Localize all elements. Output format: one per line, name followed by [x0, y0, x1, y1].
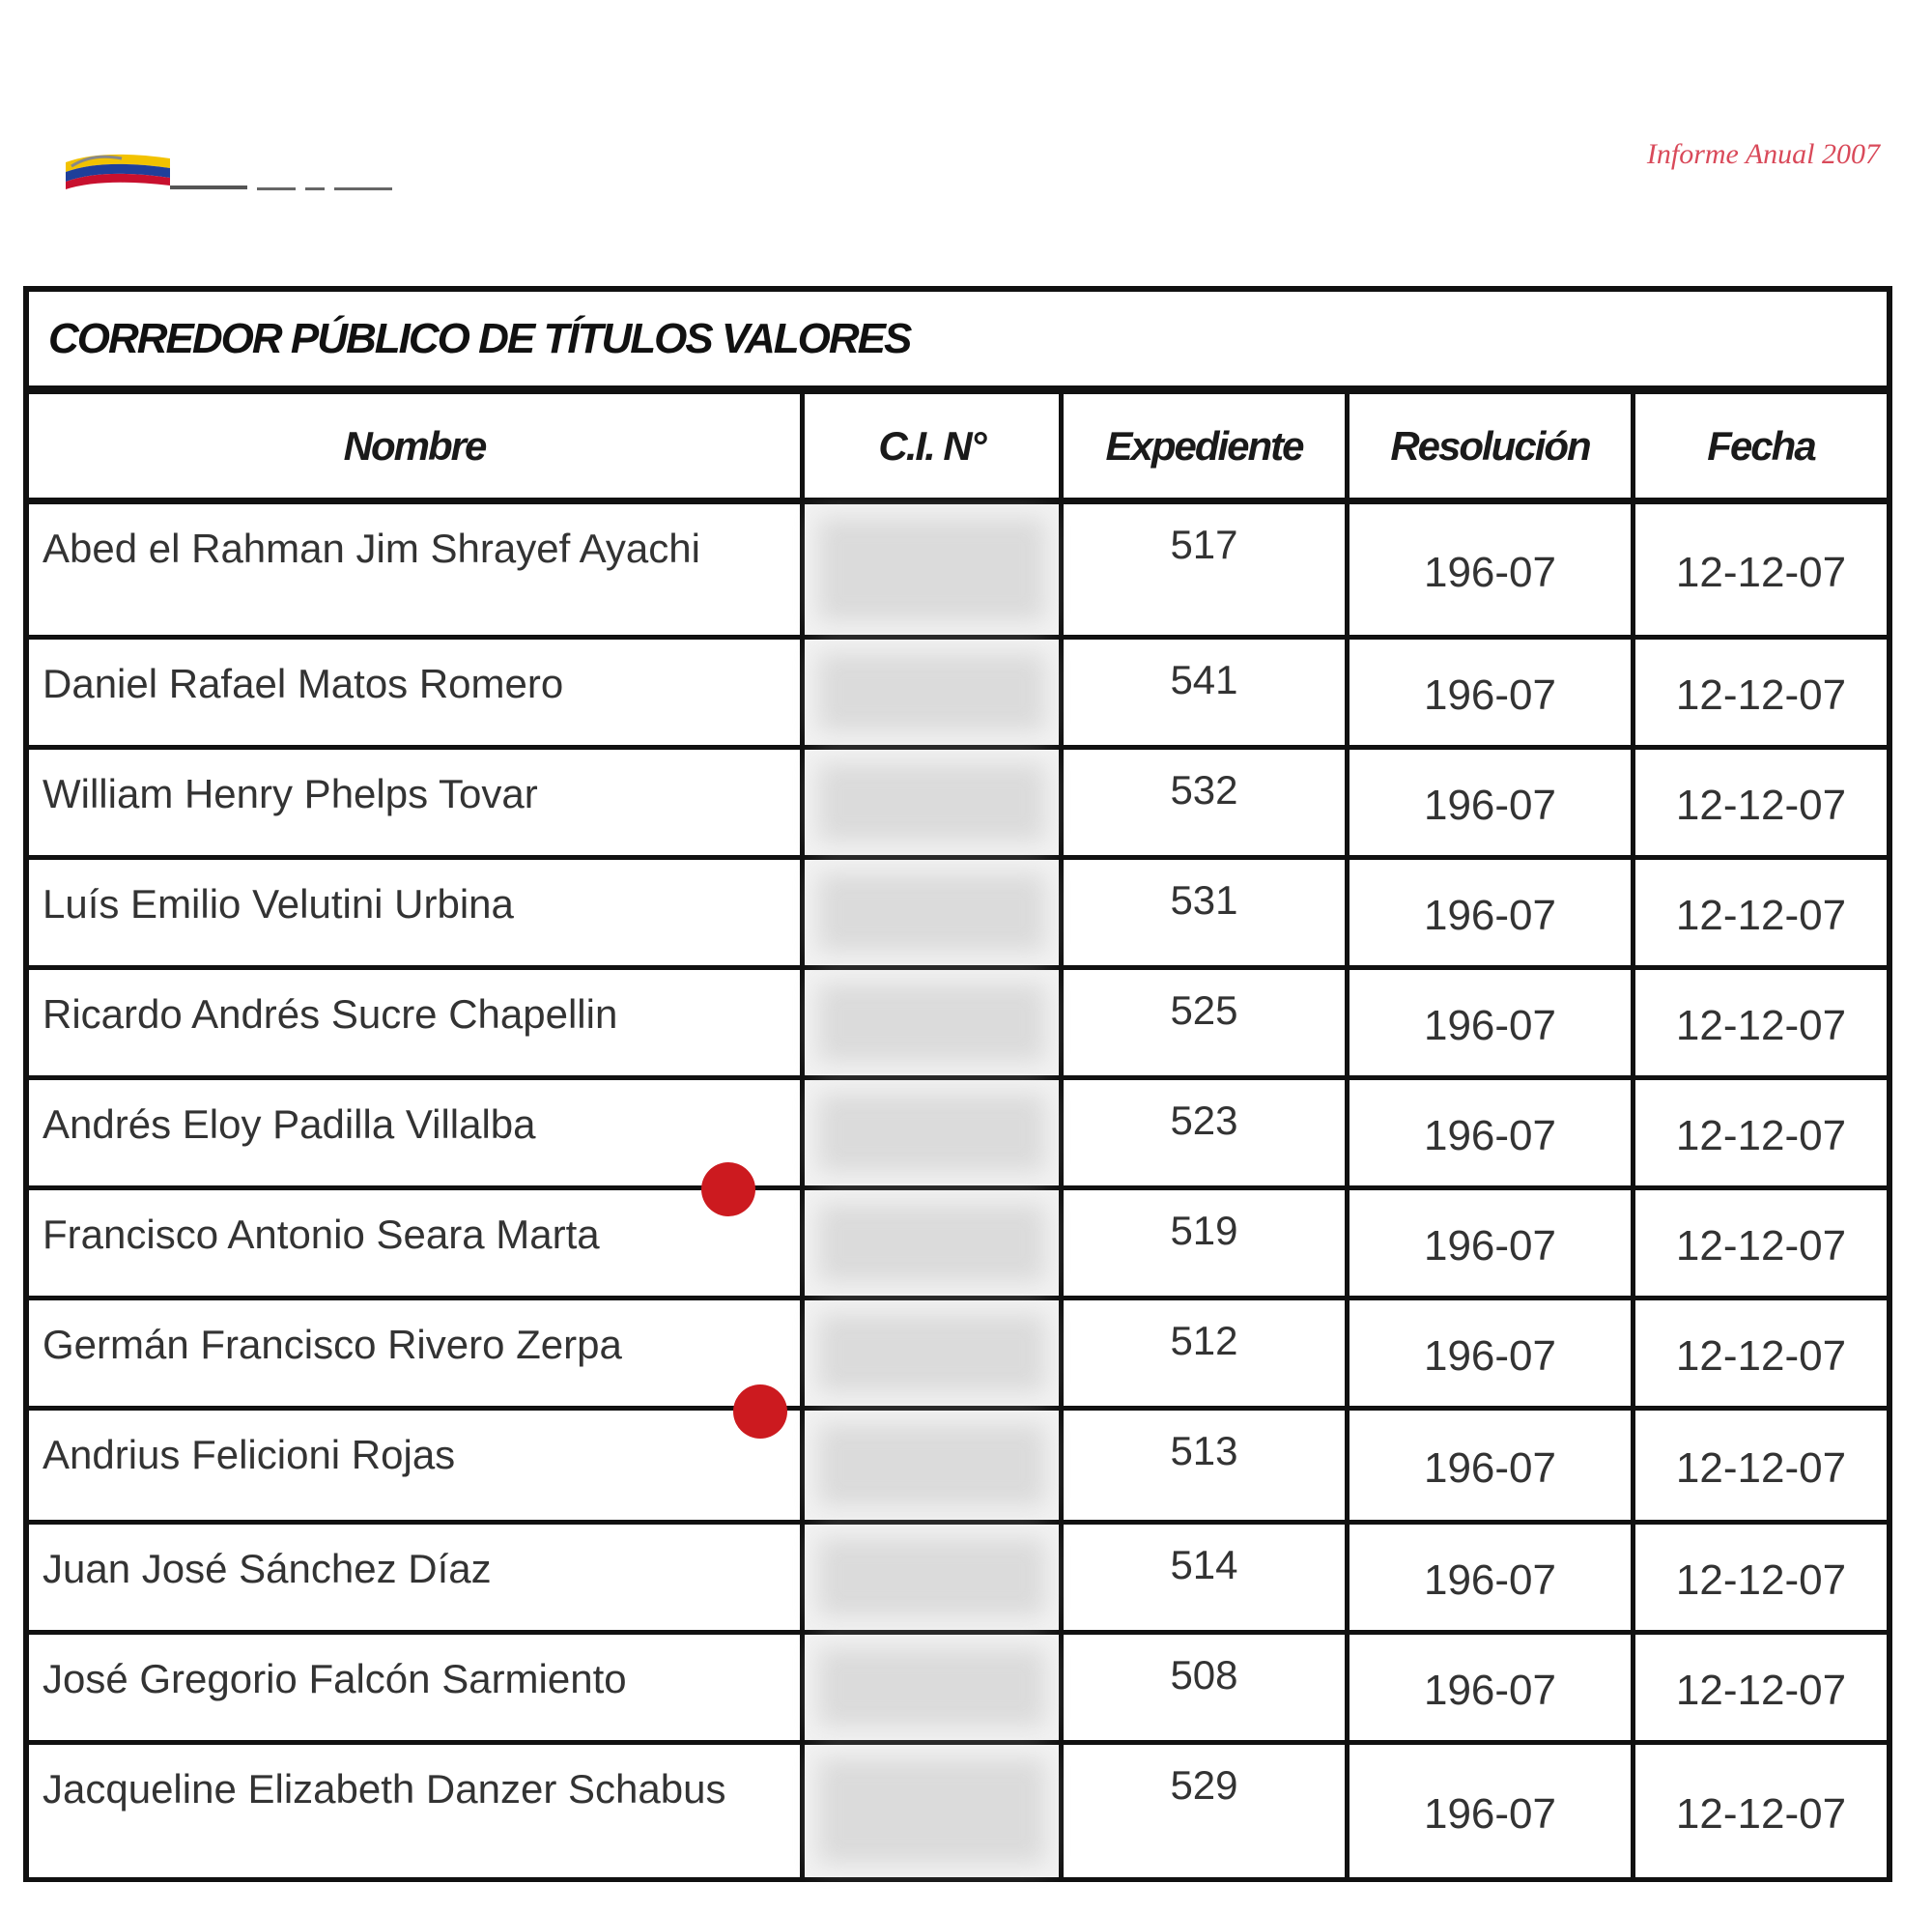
- cell-expediente: 531: [1064, 860, 1350, 965]
- cell-fecha: 12-12-07: [1675, 1666, 1847, 1714]
- table-row: [29, 860, 1887, 970]
- cell-nombre: Luís Emilio Velutini Urbina: [29, 860, 805, 965]
- cell-resolucion: 196-07: [1350, 1080, 1635, 1185]
- cell-expediente: 512: [1064, 1300, 1350, 1406]
- cell-resolucion: 196-07: [1350, 1635, 1635, 1740]
- cell-resolucion: 196-07: [1350, 504, 1635, 635]
- cell-nombre: Abed el Rahman Jim Shrayef Ayachi: [29, 504, 805, 635]
- column-header-ci: C.I. N°: [805, 394, 1064, 498]
- cell-ci-redacted: [805, 750, 1064, 855]
- red-dot-marker: [733, 1384, 787, 1439]
- cell-nombre: Francisco Antonio Seara Marta: [29, 1190, 805, 1296]
- section-title: CORREDOR PÚBLICO DE TÍTULOS VALORES: [29, 292, 1887, 394]
- cell-fecha: 12-12-07: [1675, 671, 1847, 719]
- table-row: [29, 1411, 1887, 1525]
- redaction-blur: [818, 1758, 1045, 1864]
- redaction-blur: [818, 763, 1045, 842]
- cell-ci-redacted: [805, 1300, 1064, 1406]
- table-row: [29, 750, 1887, 860]
- redaction-blur: [818, 1424, 1045, 1506]
- column-header-expediente: Expediente: [1064, 394, 1350, 498]
- red-dot-marker: [701, 1162, 755, 1216]
- cell-fecha: 12-12-07: [1675, 1331, 1847, 1380]
- cell-ci-redacted: [805, 1411, 1064, 1520]
- cell-ci-redacted: [805, 970, 1064, 1075]
- cell-expediente: 513: [1064, 1411, 1350, 1520]
- redaction-blur: [818, 984, 1045, 1062]
- cell-resolucion: 196-07: [1350, 640, 1635, 745]
- cell-ci-redacted: [805, 640, 1064, 745]
- cell-nombre: Germán Francisco Rivero Zerpa: [29, 1300, 805, 1406]
- table-row: [29, 504, 1887, 640]
- cell-ci-redacted: [805, 1080, 1064, 1185]
- cell-expediente: 541: [1064, 640, 1350, 745]
- table-row: [29, 1080, 1887, 1190]
- redaction-blur: [818, 873, 1045, 952]
- cell-resolucion: 196-07: [1350, 1190, 1635, 1296]
- column-header-resolucion: Resolución: [1350, 394, 1635, 498]
- cell-expediente: 523: [1064, 1080, 1350, 1185]
- cell-expediente: 508: [1064, 1635, 1350, 1740]
- redaction-blur: [818, 1204, 1045, 1282]
- cell-resolucion: 196-07: [1350, 1745, 1635, 1877]
- cell-ci-redacted: [805, 860, 1064, 965]
- table-row: [29, 1190, 1887, 1300]
- cell-resolucion: 196-07: [1350, 970, 1635, 1075]
- cell-nombre: Juan José Sánchez Díaz: [29, 1525, 805, 1630]
- cell-fecha: 12-12-07: [1675, 1221, 1847, 1270]
- cell-expediente: 525: [1064, 970, 1350, 1075]
- cell-fecha: 12-12-07: [1675, 1001, 1847, 1049]
- cell-ci-redacted: [805, 1745, 1064, 1877]
- table-row: [29, 1300, 1887, 1411]
- cell-expediente: 514: [1064, 1525, 1350, 1630]
- table-row: [29, 1745, 1887, 1882]
- cell-nombre: William Henry Phelps Tovar: [29, 750, 805, 855]
- redaction-blur: [818, 653, 1045, 731]
- cell-fecha: 12-12-07: [1675, 891, 1847, 939]
- cell-resolucion: 196-07: [1350, 1411, 1635, 1520]
- cell-ci-redacted: [805, 504, 1064, 635]
- table-row: [29, 640, 1887, 750]
- redaction-blur: [818, 1538, 1045, 1616]
- cell-nombre: Andrés Eloy Padilla Villalba: [29, 1080, 805, 1185]
- cell-ci-redacted: [805, 1525, 1064, 1630]
- cell-resolucion: 196-07: [1350, 1300, 1635, 1406]
- cell-nombre: José Gregorio Falcón Sarmiento: [29, 1635, 805, 1740]
- redaction-blur: [818, 1314, 1045, 1392]
- table-row: [29, 1525, 1887, 1635]
- redaction-blur: [818, 518, 1045, 621]
- cell-expediente: 517: [1064, 504, 1350, 635]
- cell-fecha: 12-12-07: [1675, 1555, 1847, 1604]
- redaction-blur: [818, 1648, 1045, 1727]
- cell-nombre: Jacqueline Elizabeth Danzer Schabus: [29, 1745, 805, 1877]
- cell-nombre: Andrius Felicioni Rojas: [29, 1411, 805, 1520]
- cell-fecha: 12-12-07: [1675, 548, 1847, 596]
- cell-expediente: 519: [1064, 1190, 1350, 1296]
- cell-fecha: 12-12-07: [1675, 1443, 1847, 1492]
- cell-resolucion: 196-07: [1350, 860, 1635, 965]
- table-header-row: [29, 394, 1887, 504]
- table-row: [29, 970, 1887, 1080]
- cell-fecha: 12-12-07: [1675, 1789, 1847, 1838]
- brokers-table: [23, 286, 1892, 1882]
- cell-nombre: Ricardo Andrés Sucre Chapellin: [29, 970, 805, 1075]
- cell-fecha: 12-12-07: [1675, 781, 1847, 829]
- cell-expediente: 532: [1064, 750, 1350, 855]
- redaction-blur: [818, 1094, 1045, 1172]
- cell-resolucion: 196-07: [1350, 1525, 1635, 1630]
- report-title: Informe Anual 2007: [1646, 138, 1880, 170]
- cell-ci-redacted: [805, 1635, 1064, 1740]
- table-row: [29, 1635, 1887, 1745]
- organization-logo: [64, 145, 397, 203]
- cell-expediente: 529: [1064, 1745, 1350, 1877]
- cell-resolucion: 196-07: [1350, 750, 1635, 855]
- cell-fecha: 12-12-07: [1675, 1111, 1847, 1159]
- cell-ci-redacted: [805, 1190, 1064, 1296]
- cell-nombre: Daniel Rafael Matos Romero: [29, 640, 805, 745]
- table-body: [29, 504, 1887, 1882]
- column-header-nombre: Nombre: [29, 394, 805, 498]
- column-header-fecha: Fecha: [1707, 422, 1815, 469]
